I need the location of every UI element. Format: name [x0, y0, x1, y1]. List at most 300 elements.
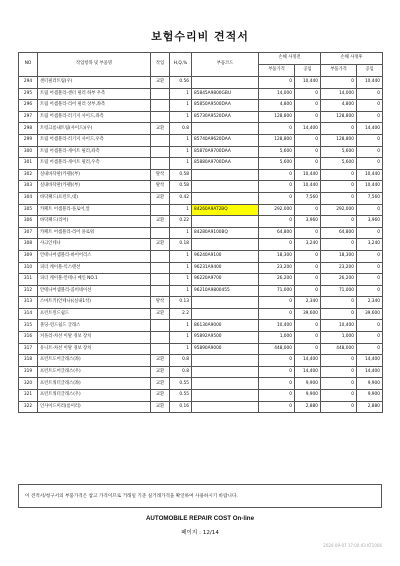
- row-number: 296: [19, 100, 38, 112]
- item-name: 실내바닥판(카펫)(부): [38, 169, 151, 181]
- work-type: [151, 134, 170, 146]
- item-name: 실내바닥판(카펫)(부): [38, 181, 151, 193]
- before-labor: 2,880: [295, 401, 321, 413]
- row-number: 317: [19, 343, 38, 355]
- before-price: 0: [259, 297, 295, 309]
- part-code: [192, 216, 259, 228]
- after-price: 0: [321, 123, 357, 135]
- work-type: 교환: [151, 355, 170, 367]
- after-price: 71,000: [321, 285, 357, 297]
- hq-value: 0.56: [170, 77, 192, 89]
- item-name: 피더 케이블-안테나 메인 NO.1: [38, 274, 151, 286]
- after-price: 14,000: [321, 88, 357, 100]
- before-labor: 3,960: [295, 216, 321, 228]
- price-notice: 이 견적서/청구서의 부품가격은 참고 가격이므로 거래일 기준 실거래가격을 확인하여 사용하시기 바랍니다.: [18, 484, 382, 508]
- after-labor: 0: [357, 88, 383, 100]
- hq-value: 1: [170, 111, 192, 123]
- work-type: 교환: [151, 123, 170, 135]
- item-name: 트림 어셈블리-러기지 사이드,좌측: [38, 111, 151, 123]
- before-labor: 14,400: [295, 123, 321, 135]
- after-labor: 0: [357, 134, 383, 146]
- hq-value: 0.58: [170, 181, 192, 193]
- after-labor: 10,440: [357, 169, 383, 181]
- part-code: 86130A9000: [192, 320, 259, 332]
- row-number: 294: [19, 77, 38, 89]
- part-code: 95890A9000: [192, 343, 259, 355]
- part-code: 84260A9AT2BQ: [192, 204, 259, 216]
- hq-value: 1: [170, 158, 192, 170]
- before-labor: 0: [295, 100, 321, 112]
- after-labor: 2,880: [357, 401, 383, 413]
- after-price: 0: [321, 169, 357, 181]
- before-price: 1,000: [259, 332, 295, 344]
- table-row: [19, 169, 383, 181]
- after-labor: 2,340: [357, 297, 383, 309]
- item-name: 카페트 어셈블리-플로어,앞: [38, 204, 151, 216]
- after-labor: 10,440: [357, 77, 383, 89]
- header-before-labor: 공임: [295, 65, 321, 77]
- work-type: 교환: [151, 192, 170, 204]
- before-price: 0: [259, 401, 295, 413]
- after-labor: 0: [357, 100, 383, 112]
- after-price: 0: [321, 308, 357, 320]
- part-code: [192, 378, 259, 390]
- row-number: 311: [19, 274, 38, 286]
- work-type: [151, 250, 170, 262]
- before-price: 0: [259, 192, 295, 204]
- before-price: 5,600: [259, 146, 295, 158]
- after-labor: 0: [357, 343, 383, 355]
- part-code: 85880A9700DAA: [192, 158, 259, 170]
- before-labor: 9,900: [295, 378, 321, 390]
- after-price: 1,000: [321, 332, 357, 344]
- hq-value: 0.8: [170, 355, 192, 367]
- after-labor: 3,960: [357, 216, 383, 228]
- before-price: 0: [259, 308, 295, 320]
- hq-value: 2.2: [170, 308, 192, 320]
- table-row: [19, 77, 383, 89]
- table-row: [19, 308, 383, 320]
- work-type: 탈착: [151, 181, 170, 193]
- estimate-table: [18, 52, 383, 413]
- row-number: 314: [19, 308, 38, 320]
- table-row: [19, 227, 383, 239]
- after-labor: 0: [357, 332, 383, 344]
- item-name: 프런트쿼터글래스(우): [38, 390, 151, 402]
- hq-value: 1: [170, 204, 192, 216]
- table-row: [19, 401, 383, 413]
- after-price: 0: [321, 366, 357, 378]
- row-number: 309: [19, 250, 38, 262]
- before-price: 0: [259, 239, 295, 251]
- after-labor: 0: [357, 111, 383, 123]
- row-number: 313: [19, 297, 38, 309]
- after-price: 26,200: [321, 274, 357, 286]
- footer-title: AUTOMOBILE REPAIR COST On-line: [145, 515, 255, 522]
- part-code: 85740A9620DAA: [192, 134, 259, 146]
- work-type: [151, 204, 170, 216]
- before-price: 0: [259, 123, 295, 135]
- before-labor: 3,240: [295, 239, 321, 251]
- after-labor: 0: [357, 227, 383, 239]
- before-labor: 0: [295, 332, 321, 344]
- item-name: 바닥패드(프런트,대): [38, 192, 151, 204]
- before-price: 0: [259, 390, 295, 402]
- header-before-price: 부품가격: [259, 65, 295, 77]
- work-type: [151, 274, 170, 286]
- part-code: [192, 390, 259, 402]
- hq-value: 1: [170, 285, 192, 297]
- hq-value: 1: [170, 332, 192, 344]
- item-name: 안테나어셈블리-바이어리스: [38, 250, 151, 262]
- after-price: 0: [321, 239, 357, 251]
- row-number: 303: [19, 181, 38, 193]
- work-type: [151, 285, 170, 297]
- after-labor: 0: [357, 250, 383, 262]
- hq-value: 0.58: [170, 169, 192, 181]
- document-title: 보험수리비 견적서: [151, 30, 249, 43]
- part-code: [192, 366, 259, 378]
- before-price: 71,000: [259, 285, 295, 297]
- work-type: [151, 88, 170, 100]
- item-name: 커플러-차선 이탈 경보 장치: [38, 332, 151, 344]
- page-number: 페이지 : 12/14: [181, 530, 219, 536]
- after-price: 4,800: [321, 100, 357, 112]
- after-price: 448,000: [321, 343, 357, 355]
- work-type: 교환: [151, 216, 170, 228]
- after-labor: 10,440: [357, 181, 383, 193]
- after-labor: 14,400: [357, 355, 383, 367]
- after-labor: 14,400: [357, 366, 383, 378]
- table-row: [19, 100, 383, 112]
- work-type: [151, 343, 170, 355]
- before-labor: 14,400: [295, 355, 321, 367]
- hq-value: 0.8: [170, 366, 192, 378]
- table-row: [19, 134, 383, 146]
- work-type: 교환: [151, 239, 170, 251]
- before-labor: 0: [295, 320, 321, 332]
- part-code: [192, 308, 259, 320]
- after-labor: 0: [357, 262, 383, 274]
- row-number: 307: [19, 227, 38, 239]
- hq-value: 0.22: [170, 216, 192, 228]
- table-row: [19, 216, 383, 228]
- before-price: 10,400: [259, 320, 295, 332]
- before-labor: 0: [295, 111, 321, 123]
- before-labor: 10,440: [295, 181, 321, 193]
- part-code: [192, 297, 259, 309]
- table-row: [19, 343, 383, 355]
- before-price: 0: [259, 181, 295, 193]
- row-number: 310: [19, 262, 38, 274]
- hq-value: 1: [170, 274, 192, 286]
- table-body: [19, 77, 383, 413]
- part-code: 95892A9500: [192, 332, 259, 344]
- after-labor: 39,600: [357, 308, 383, 320]
- before-price: 0: [259, 378, 295, 390]
- after-price: 128,800: [321, 111, 357, 123]
- before-price: 18,300: [259, 250, 295, 262]
- row-number: 320: [19, 378, 38, 390]
- row-number: 304: [19, 192, 38, 204]
- before-labor: 10,440: [295, 169, 321, 181]
- row-number: 295: [19, 88, 38, 100]
- before-price: 128,800: [259, 134, 295, 146]
- part-code: 96210A9800455: [192, 285, 259, 297]
- before-price: 292,000: [259, 204, 295, 216]
- part-code: [192, 181, 259, 193]
- table-row: [19, 274, 383, 286]
- part-code: [192, 239, 259, 251]
- work-type: 탈착: [151, 297, 170, 309]
- item-name: 프런트윈드쉴드: [38, 308, 151, 320]
- work-type: 교환: [151, 401, 170, 413]
- table-row: [19, 355, 383, 367]
- before-price: 0: [259, 77, 295, 89]
- before-labor: 0: [295, 285, 321, 297]
- table-row: [19, 250, 383, 262]
- after-labor: 0: [357, 204, 383, 216]
- row-number: 301: [19, 158, 38, 170]
- row-number: 321: [19, 390, 38, 402]
- header-code: 부품코드: [192, 53, 259, 77]
- table-row: [19, 297, 383, 309]
- item-name: 유니트-차선 이탈 경보 장치: [38, 343, 151, 355]
- item-name: 프런트쿼터글래스(좌): [38, 378, 151, 390]
- work-type: [151, 227, 170, 239]
- item-name: 트림 어셈블리-리어 필러 상부,좌측: [38, 100, 151, 112]
- header-after-labor: 공임: [357, 65, 383, 77]
- table-row: [19, 262, 383, 274]
- print-timestamp: 2020-09-07 17:00:43 KT1006: [323, 543, 382, 548]
- hq-value: 1: [170, 250, 192, 262]
- header-after-price: 부품가격: [321, 65, 357, 77]
- item-name: 트렁크룸내트림(사이드)(우): [38, 123, 151, 135]
- before-price: 0: [259, 366, 295, 378]
- table-row: [19, 285, 383, 297]
- before-labor: 14,400: [295, 366, 321, 378]
- part-code: [192, 123, 259, 135]
- after-price: 0: [321, 297, 357, 309]
- item-name: 트림 어셈블리-게이트 필러,좌측: [38, 146, 151, 158]
- after-price: 0: [321, 401, 357, 413]
- before-price: 128,800: [259, 111, 295, 123]
- table-row: [19, 111, 383, 123]
- part-code: 85850A9500DAA: [192, 100, 259, 112]
- table-row: [19, 320, 383, 332]
- before-labor: 0: [295, 227, 321, 239]
- row-number: 305: [19, 204, 38, 216]
- table-row: [19, 366, 383, 378]
- before-labor: 0: [295, 204, 321, 216]
- after-price: 0: [321, 181, 357, 193]
- before-labor: 9,900: [295, 390, 321, 402]
- part-code: 85845A9800GBU: [192, 88, 259, 100]
- work-type: 교환: [151, 366, 170, 378]
- before-price: 5,600: [259, 158, 295, 170]
- row-number: 316: [19, 332, 38, 344]
- part-code: 85870A9700DAA: [192, 146, 259, 158]
- hq-value: 0.55: [170, 378, 192, 390]
- before-price: 4,800: [259, 100, 295, 112]
- before-labor: 0: [295, 134, 321, 146]
- work-type: 교환: [151, 77, 170, 89]
- hq-value: 0.55: [170, 390, 192, 402]
- after-labor: 9,900: [357, 390, 383, 402]
- row-number: 300: [19, 146, 38, 158]
- item-name: 프런트도어글래스(좌): [38, 355, 151, 367]
- part-code: 85730A9520DAA: [192, 111, 259, 123]
- row-number: 318: [19, 355, 38, 367]
- after-price: 0: [321, 390, 357, 402]
- item-name: 센터필러트림(우): [38, 77, 151, 89]
- row-number: 298: [19, 123, 38, 135]
- after-labor: 14,400: [357, 123, 383, 135]
- table-row: [19, 88, 383, 100]
- row-number: 312: [19, 285, 38, 297]
- header-after: 손해 사정후: [321, 53, 383, 65]
- work-type: [151, 262, 170, 274]
- after-price: 128,800: [321, 134, 357, 146]
- before-labor: 0: [295, 250, 321, 262]
- before-labor: 10,440: [295, 77, 321, 89]
- after-price: 292,000: [321, 204, 357, 216]
- part-code: [192, 401, 259, 413]
- item-name: 샤크안테나: [38, 239, 151, 251]
- after-price: 0: [321, 216, 357, 228]
- part-code: [192, 169, 259, 181]
- item-name: 인사이드미러(룸미러): [38, 401, 151, 413]
- hq-value: 1: [170, 262, 192, 274]
- row-number: 315: [19, 320, 38, 332]
- hq-value: 0.13: [170, 297, 192, 309]
- after-labor: 0: [357, 320, 383, 332]
- before-price: 0: [259, 169, 295, 181]
- work-type: [151, 111, 170, 123]
- table-row: [19, 181, 383, 193]
- after-price: 5,600: [321, 146, 357, 158]
- part-code: [192, 192, 259, 204]
- work-type: [151, 332, 170, 344]
- item-name: 피더 케이블-익스텐션: [38, 262, 151, 274]
- part-code: 96220A9700: [192, 274, 259, 286]
- before-price: 14,000: [259, 88, 295, 100]
- table-header: [19, 53, 383, 77]
- table-row: [19, 158, 383, 170]
- after-labor: 7,560: [357, 192, 383, 204]
- table-row: [19, 192, 383, 204]
- before-price: 23,200: [259, 262, 295, 274]
- item-name: 트림 어셈블리-러기지 사이드,우측: [38, 134, 151, 146]
- hq-value: 1: [170, 227, 192, 239]
- row-number: 322: [19, 401, 38, 413]
- work-type: [151, 146, 170, 158]
- before-price: 448,000: [259, 343, 295, 355]
- table-row: [19, 204, 383, 216]
- hq-value: 1: [170, 146, 192, 158]
- after-price: 0: [321, 378, 357, 390]
- after-labor: 9,900: [357, 378, 383, 390]
- after-price: 5,600: [321, 158, 357, 170]
- before-price: 0: [259, 355, 295, 367]
- after-labor: 0: [357, 158, 383, 170]
- part-code: 96231A9400: [192, 262, 259, 274]
- header-hq: H,Q,%: [170, 53, 192, 77]
- part-code: 96240A9100: [192, 250, 259, 262]
- table-row: [19, 390, 383, 402]
- work-type: 탈착: [151, 169, 170, 181]
- before-labor: 39,600: [295, 308, 321, 320]
- after-labor: 0: [357, 146, 383, 158]
- row-number: 306: [19, 216, 38, 228]
- hq-value: 0.18: [170, 239, 192, 251]
- row-number: 319: [19, 366, 38, 378]
- after-price: 0: [321, 192, 357, 204]
- row-number: 297: [19, 111, 38, 123]
- hq-value: 1: [170, 343, 192, 355]
- part-code: [192, 77, 259, 89]
- before-price: 0: [259, 216, 295, 228]
- after-price: 23,200: [321, 262, 357, 274]
- after-price: 18,300: [321, 250, 357, 262]
- table-row: [19, 378, 383, 390]
- row-number: 308: [19, 239, 38, 251]
- work-type: [151, 100, 170, 112]
- hq-value: 0.42: [170, 192, 192, 204]
- after-price: 64,800: [321, 227, 357, 239]
- hq-value: 1: [170, 100, 192, 112]
- work-type: 교환: [151, 308, 170, 320]
- after-price: 0: [321, 355, 357, 367]
- table-row: [19, 332, 383, 344]
- item-name: 카페트 어셈블리-리어 플로워: [38, 227, 151, 239]
- part-code: 84280A9100BQ: [192, 227, 259, 239]
- before-labor: 0: [295, 262, 321, 274]
- item-name: 프런트도어글래스(우): [38, 366, 151, 378]
- header-before: 손해 사정전: [259, 53, 321, 65]
- hq-value: 0.8: [170, 123, 192, 135]
- after-labor: 0: [357, 285, 383, 297]
- before-labor: 0: [295, 158, 321, 170]
- item-name: 스마트키(안테나)(실내1착): [38, 297, 151, 309]
- work-type: 교환: [151, 390, 170, 402]
- before-labor: 0: [295, 88, 321, 100]
- work-type: 교환: [151, 378, 170, 390]
- header-name: 작업항목 및 부품명: [38, 53, 151, 77]
- table-row: [19, 146, 383, 158]
- table-row: [19, 239, 383, 251]
- before-labor: 0: [295, 343, 321, 355]
- before-price: 64,800: [259, 227, 295, 239]
- row-number: 299: [19, 134, 38, 146]
- work-type: [151, 320, 170, 332]
- hq-value: 1: [170, 88, 192, 100]
- work-type: [151, 158, 170, 170]
- table-row: [19, 123, 383, 135]
- before-labor: 0: [295, 146, 321, 158]
- before-labor: 2,340: [295, 297, 321, 309]
- after-labor: 0: [357, 274, 383, 286]
- item-name: 몰딩-윈드쉴드 글래스: [38, 320, 151, 332]
- header-no: NO: [19, 53, 38, 77]
- hq-value: 1: [170, 320, 192, 332]
- after-price: 0: [321, 77, 357, 89]
- hq-value: 0.16: [170, 401, 192, 413]
- before-labor: 0: [295, 274, 321, 286]
- item-name: 안테나어셈블리-콤비네이션: [38, 285, 151, 297]
- hq-value: 1: [170, 134, 192, 146]
- item-name: 트림 어셈블리-센터 필러 하부 우측: [38, 88, 151, 100]
